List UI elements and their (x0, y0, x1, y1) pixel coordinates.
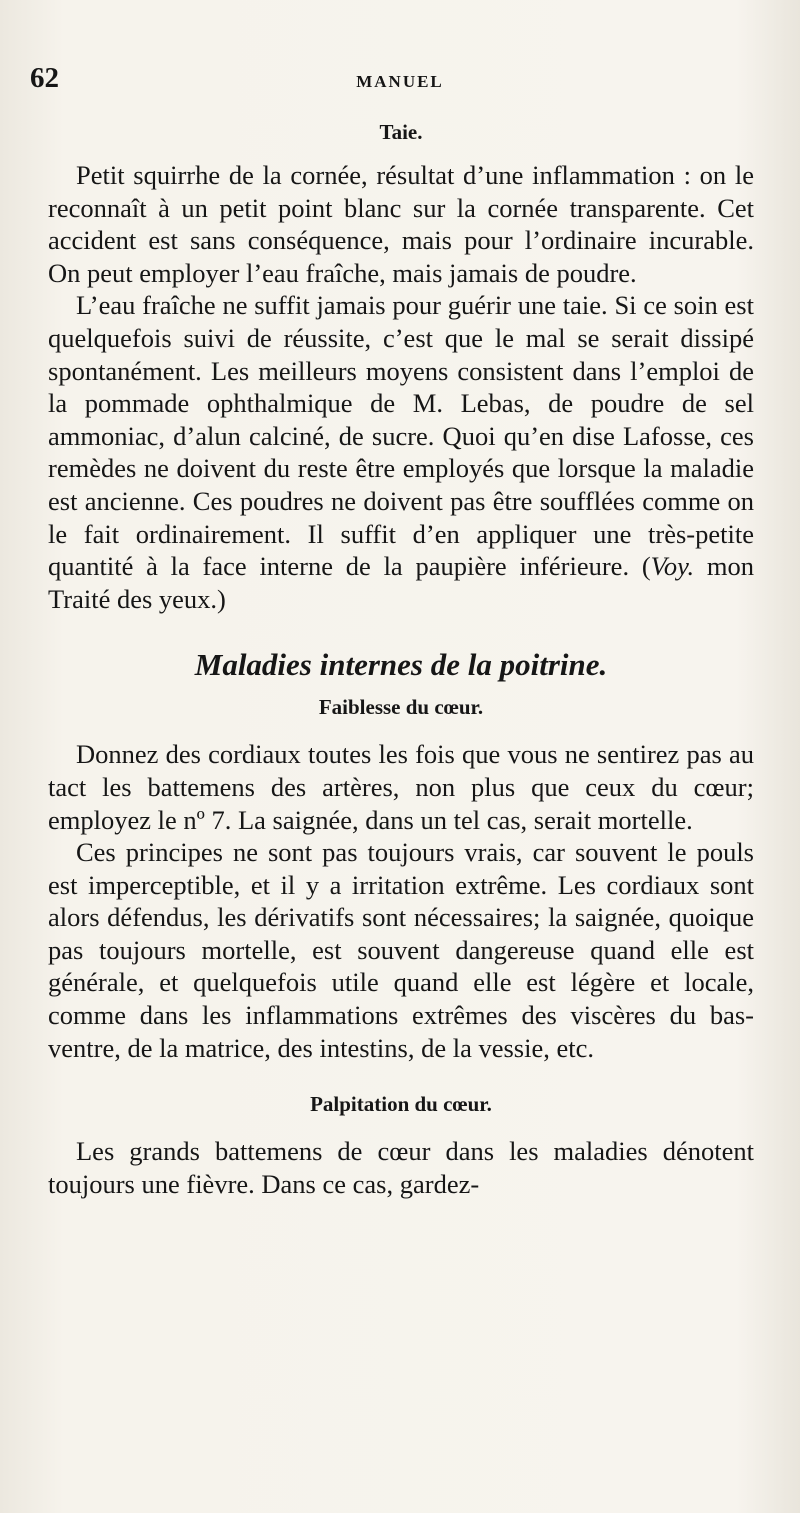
chapter-title: Maladies internes de la poitrine. (194, 647, 608, 683)
text-block (48, 120, 754, 1200)
page-number: 62 (30, 62, 59, 94)
paragraph-faiblesse-2: Ces principes ne sont pas toujours vrais, car souvent le pouls est imperceptible, et il y a irritation extrême. Les cordiaux sont alors défendus, les dérivatifs sont nécessaires; la saignée, quoique pas toujours mortelle, est souvent dangereuse quand elle est générale, et quelquefois utile quand elle est légère et locale, comme dans les inflammations extrêmes des viscères du bas-ventre, de la matrice, des intestins, de la vessie, etc. (48, 837, 754, 1063)
paragraph-taie-2 (48, 289, 754, 615)
paragraph-taie-2-end: mon Traité des yeux.) (48, 551, 754, 614)
running-title: MANUEL (356, 72, 444, 91)
reference-voy: Voy. (650, 551, 695, 582)
paragraph-taie-2-text: L’eau fraîche ne suffit jamais pour guérir une taie. Si ce soin est quelquefois suivi de réussite, c’est que le mal se serait dissipé spontanément. Les meilleurs moyens consistent dans l’emploi de la pommade ophthalmique de M. Lebas, de poudre de sel ammoniac, d’alun calciné, de sucre. Quoi qu’en dise Lafosse, ces remèdes ne doivent du reste être employés que lorsque la maladie est ancienne. Ces poudres ne doivent pas être soufflées comme on le fait ordinairement. Il suffit d’en appliquer une très-petite quantité à la face interne de la paupière inférieure. ( (48, 290, 754, 582)
heading-faiblesse: Faiblesse du cœur. (318, 695, 484, 720)
heading-taie: Taie. (379, 120, 423, 144)
heading-palpitation: Palpitation du cœur. (310, 1092, 492, 1117)
paragraph-taie-1: Petit squirrhe de la cornée, résultat d’une inflammation : on le reconnaît à un petit point blanc sur la cornée transparente. Cet accident est sans conséquence, mais pour l’ordinaire incurable. On peut employer l’eau fraîche, mais jamais de poudre. (48, 160, 754, 288)
paragraph-palpitation-1: Les grands battemens de cœur dans les maladies dénotent toujours une fièvre. Dans ce cas, gardez- (48, 1136, 754, 1199)
paragraph-faiblesse-1: Donnez des cordiaux toutes les fois que vous ne sentirez pas au tact les battemens des artères, non plus que ceux du cœur; employez le nº 7. La saignée, dans un tel cas, serait mortelle. (48, 739, 754, 835)
